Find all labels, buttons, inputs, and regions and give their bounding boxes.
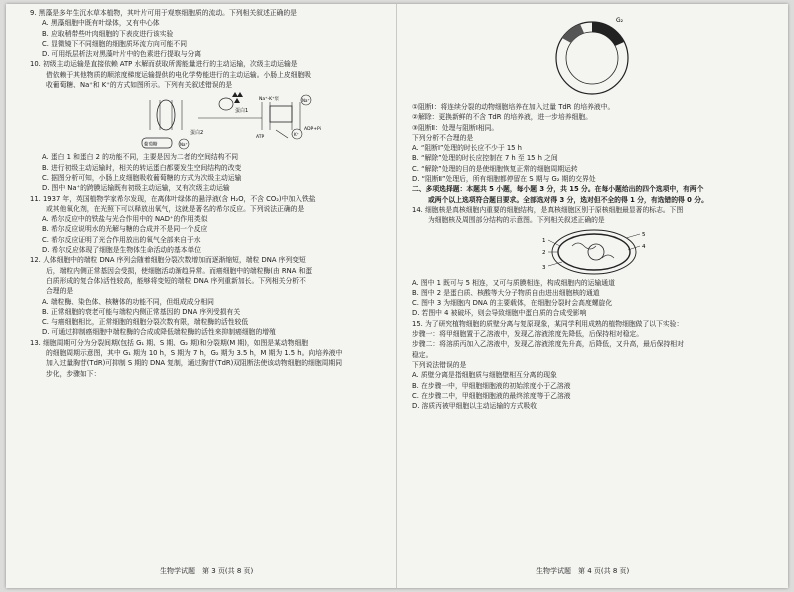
q10-stem-2: 借依赖于其他物质的顺浓度梯度运输提供的电化学势能进行的主动运输。小肠上皮细胞吸 (46, 70, 312, 79)
q15-stem-2: 步骤一：将甲细胞置于乙溶液中，发现乙溶液浓度先降低，后保持相对稳定。 (412, 330, 644, 339)
label-protein2: 蛋白2 (190, 130, 204, 137)
q15-option-c: C. 在步骤二中，甲细胞细胞液的最终浓度等于乙溶液 (412, 391, 571, 400)
q12-option-a: A. 端粒酶、染色体、核糖体的功能不同，但组成成分相同 (42, 297, 214, 306)
label-g2: G₂ (616, 17, 624, 24)
q13-stem-2: 的细胞周期示意图，其中 G₁ 期为 10 h，S 期为 7 h，G₂ 期为 3.5 h，M 期为 1.5 h。向培养液中 (46, 349, 343, 358)
q15-option-a: A. 质壁分离是指细胞质与细胞壁相互分离的现象 (412, 371, 557, 380)
q13-stem-1: 13. 细胞周期可分为分裂间期(包括 G₁ 期、S 期、G₂ 期)和分裂期(M 期)，如图是某动物细胞 (30, 338, 309, 347)
protein1-shape (219, 98, 233, 110)
label-protein1: 蛋白1 (235, 108, 249, 115)
label-2: 2 (542, 249, 546, 256)
q10-option-d: D. 图中 Na⁺的跨膜运输既有初级主动运输，又有次级主动运输 (42, 184, 230, 193)
q13-step-2: ②解除：更换新鲜的不含 TdR 的培养液，进一步培养细胞。 (412, 113, 592, 122)
er-outer (552, 230, 636, 274)
q14-option-c: C. 图中 3 为细胞内 DNA 的主要载体，在细胞分裂时会高度螺旋化 (412, 299, 613, 308)
q9-stem: 9. 黑藻是多年生沉水草本植物，其叶片可用于观察细胞质的流动。下列相关叙述正确的是 (30, 9, 297, 17)
q11-stem-1: 11. 1937 年，英国植物学家希尔发现，在离体叶绿体的悬浮液(含 H₂O，不含 CO₂)中加入铁盐 (30, 194, 316, 203)
q13-option-d: D. “阻断Ⅱ”处理后，所有细胞都停留在 S 期与 G₂ 期的交界处 (412, 175, 596, 184)
chromatin-strands (572, 243, 614, 258)
q15-option-d: D. 溶质丙被甲细胞以主动运输的方式吸收 (412, 402, 538, 411)
q15-stem-5: 下列说法错误的是 (412, 360, 467, 369)
q10-option-c: C. 据图分析可知，小肠上皮细胞吸收葡萄糖的方式为次级主动运输 (42, 173, 242, 182)
pointer-5 (626, 234, 640, 238)
q12-stem-4: 合理的是 (46, 287, 74, 296)
label-pump: Na⁺-K⁺泵 (259, 97, 279, 103)
section2-heading-2: 或两个以上选项符合题目要求。全部选对得 3 分，选对但不全的得 1 分，有选错的得 0 分。 (428, 195, 708, 204)
footer-page-4: 生物学试题 第 4 页(共 8 页) (536, 567, 630, 575)
label-atp: ATP (256, 135, 265, 141)
q11-option-d: D. 希尔反应体现了细胞是生物体生命活动的基本单位 (42, 246, 202, 255)
q10-stem-1: 10. 初级主动运输是直接依赖 ATP 水解而获取所需能量进行的主动运输，次级主动运输是 (30, 60, 298, 69)
pump-shape (270, 106, 292, 122)
q10-transport-figure (30, 90, 390, 152)
q10-option-a: A. 蛋白 1 和蛋白 2 的功能不同，主要是因为二者的空间结构不同 (42, 153, 239, 162)
membrane-transport-diagram (30, 90, 390, 152)
q13-step-1: ①阻断Ⅰ：将连续分裂的动物细胞培养在加入过量 TdR 的培养液中。 (412, 103, 615, 111)
q11-option-a: A. 希尔反应中的铁盐与光合作用中的 NAD⁺的作用类似 (42, 215, 208, 224)
page-fold-divider (396, 4, 397, 588)
q14-stem-1: 14. 细胞核是真核细胞内重要的细胞结构，是真核细胞区别于原核细胞最显著的标志。下图 (412, 205, 684, 214)
label-1: 1 (542, 237, 546, 244)
label-k: K⁺ (294, 132, 299, 138)
label-5: 5 (642, 231, 646, 238)
q12-option-d: D. 可通过抑制癌细胞中端粒酶的合成或降低端粒酶的活性来抑制癌细胞的增殖 (42, 328, 276, 337)
q13-option-b: B. “解除”处理的时长应控制在 7 h 至 15 h 之间 (412, 154, 558, 163)
membrane-left (150, 100, 182, 130)
q12-stem-1: 12. 人体细胞中的端粒 DNA 序列会随着细胞分裂次数增加而逐渐缩短，端粒 DNA 序列变短 (30, 256, 306, 265)
label-adp: ADP+Pi (304, 127, 321, 133)
q11-option-c: C. 希尔反应证明了光合作用放出的氧气全部来自于水 (42, 235, 201, 244)
q13-option-c: C. “解除”处理的目的是使细胞恢复正常的细胞周期运转 (412, 164, 578, 173)
atp-arrow (276, 130, 288, 138)
q13-option-a: A. “阻断Ⅰ”处理的时长应不少于 15 h (412, 144, 522, 153)
q15-stem-3: 步骤二：将溶质丙加入乙溶液中，发现乙溶液浓度先升高，后降低，又升高，最后保持相对 (412, 340, 684, 349)
cycle-inner-ring (566, 32, 618, 84)
footer-page-3: 生物学试题 第 3 页(共 8 页) (160, 567, 254, 575)
label-na-left: Na⁺ (180, 142, 188, 148)
q15-option-b: B. 在步骤一中，甲细胞细胞液的初始浓度小于乙溶液 (412, 381, 571, 390)
cell-cycle-figure (412, 8, 774, 102)
left-page (30, 8, 390, 379)
q9-option-c: C. 显微镜下不同细胞的细胞质环流方向可能不同 (42, 39, 188, 48)
label-glucose: 葡萄糖 (144, 142, 158, 148)
q12-stem-2: 后，端粒内侧正常基因会受损，使细胞活动渐趋异常。而癌细胞中的端粒酶(由 RNA 和蛋 (46, 266, 313, 275)
q12-option-c: C. 与癌细胞相比，正常细胞的细胞分裂次数有限，端粒酶的活性较低 (42, 318, 249, 327)
q9-option-b: B. 应取稍带些叶肉细胞的下表皮进行该实验 (42, 29, 174, 38)
cell-cycle-diagram (412, 8, 774, 102)
triangle-markers (232, 92, 243, 103)
q11-option-b: B. 希尔反应说明水的光解与糖的合成并不是同一个反应 (42, 225, 208, 234)
section2-heading-1: 二、多项选择题：本题共 5 小题，每小题 3 分，共 15 分。在每小题给出的四个选项中，有两个 (412, 185, 704, 194)
q13-stem-3: 加入过量胸苷(TdR)可抑制 S 期的 DNA 复制，通过胸苷(TdR)双阻断法使该动物细胞的细胞周期同 (46, 359, 343, 368)
nucleus-diagram (412, 226, 774, 278)
q9-option-a: A. 黑藻细胞中既有叶绿体，又有中心体 (42, 19, 160, 28)
q14-option-b: B. 图中 2 是蛋白质、核酸等大分子物质自由进出细胞核的通道 (412, 288, 600, 297)
q13-stem-4: 步化，步骤如下： (46, 369, 101, 378)
label-3: 3 (542, 264, 546, 271)
right-page (412, 8, 774, 411)
q14-option-a: A. 图中 1 既可与 5 相连，又可与质膜相连，构成细胞内的运输通道 (412, 278, 615, 287)
q11-stem-2: 或其他氧化剂，在光照下可以释放出氧气，这就是著名的希尔反应。下列说法正确的是 (46, 204, 305, 213)
q14-option-d: D. 若图中 4 被破坏，则会导致细胞中蛋白质的合成受影响 (412, 309, 587, 318)
q13-step-3: ③阻断Ⅱ：处理与阻断Ⅰ相同。 (412, 123, 499, 132)
nuclear-envelope (558, 234, 630, 270)
q14-stem-2: 为细胞核及周围部分结构的示意图。下列相关叙述正确的是 (428, 216, 605, 225)
q10-option-b: B. 进行初级主动运输时，相关的转运蛋白都要发生空间结构的改变 (42, 163, 242, 172)
q10-stem-3: 收葡萄糖、Na⁺和 K⁺的方式如图所示。下列有关叙述错误的是 (46, 81, 233, 90)
nucleus-figure (412, 226, 774, 278)
q12-option-b: B. 正常细胞的衰老可能与端粒内侧正常基因的 DNA 序列受损有关 (42, 307, 241, 316)
q15-stem-4: 稳定。 (412, 350, 433, 359)
label-4: 4 (642, 243, 646, 250)
q9-option-d: D. 可用纸层析法对黑藻叶片中的色素进行提取与分离 (42, 50, 202, 59)
label-na-right: Na⁺ (302, 98, 310, 104)
q15-stem-1: 15. 为了研究植物细胞的质壁分离与复原现象，某同学利用成熟的植物细胞做了以下实验： (412, 319, 684, 328)
q13-question: 下列分析不合理的是 (412, 133, 474, 142)
q12-stem-3: 白质形成的复合体)活性较高，能够将变短的端粒 DNA 序列重新加长。下列相关分析不 (46, 276, 306, 285)
